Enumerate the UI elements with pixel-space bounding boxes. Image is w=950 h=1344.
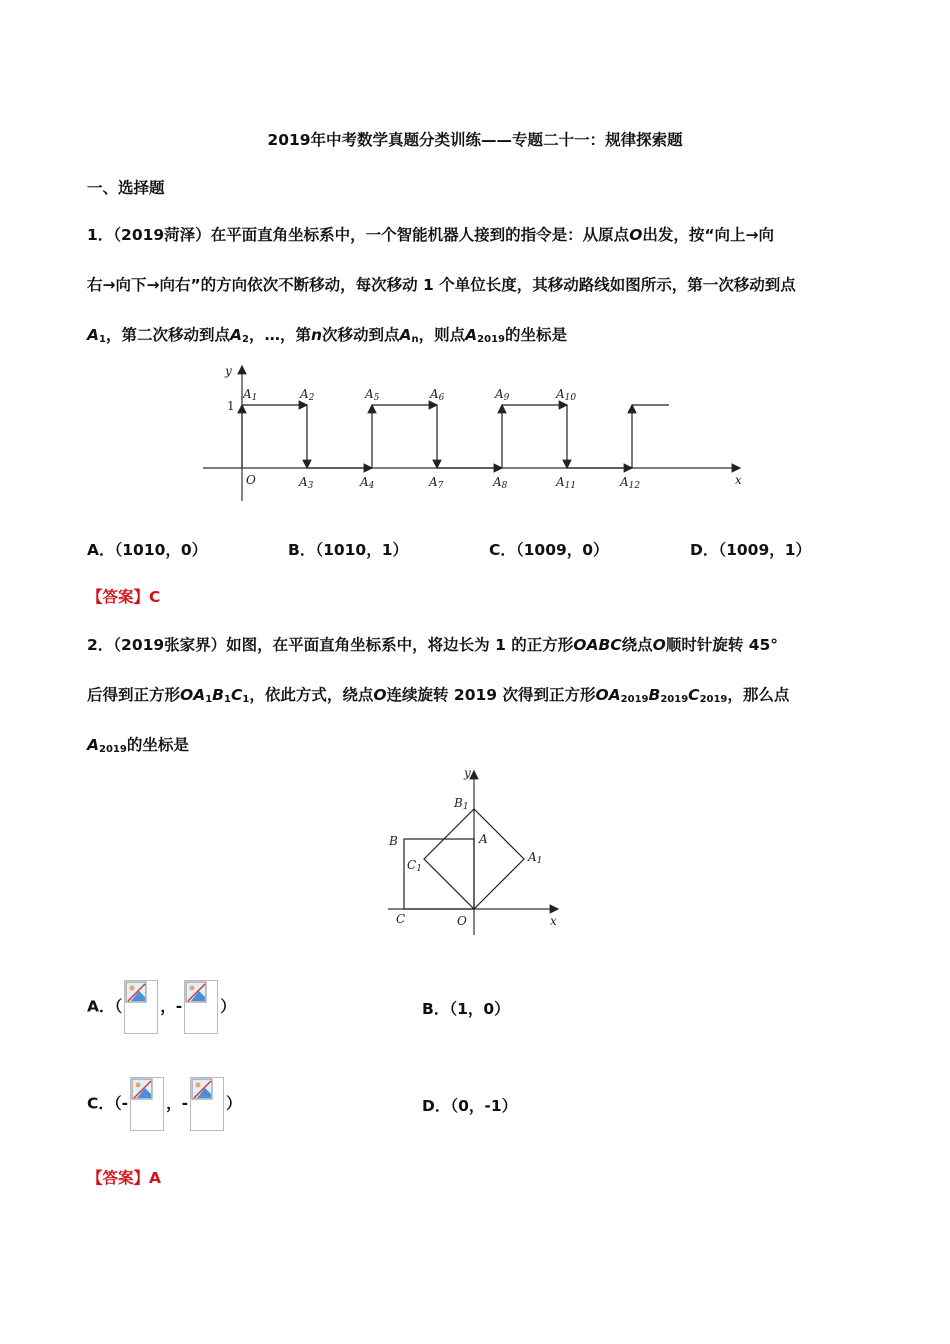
origin-label: O — [246, 473, 256, 487]
q1-line-1 — [87, 223, 774, 245]
y-axis-label: y — [464, 766, 471, 780]
q2-sub: 2019 — [699, 694, 728, 705]
point-label-a10: A10 — [556, 387, 577, 403]
broken-image-icon — [190, 1077, 224, 1131]
q1-text: 的坐标是 — [505, 326, 568, 344]
q2-var: C — [230, 686, 243, 704]
q2-sub: 1 — [205, 694, 213, 705]
q1-var: O — [629, 226, 643, 244]
option-text: ，- — [166, 1094, 188, 1113]
q1-text: 次移动到点 — [322, 326, 400, 344]
q1-option-a: A．（1010，0） — [87, 541, 208, 559]
point-label-c1: C1 — [407, 858, 422, 874]
section-heading: 一、选择题 — [87, 179, 165, 197]
q1-text: 出发，按“向上→向 — [642, 226, 775, 244]
option-text: C．（- — [87, 1094, 129, 1113]
q2-sub: 2019 — [660, 694, 689, 705]
q1-sub: 2019 — [477, 334, 506, 345]
point-label-a: A — [479, 832, 488, 846]
x-axis-label: x — [735, 473, 742, 487]
q2-var: C — [688, 686, 700, 704]
q1-var: A — [399, 326, 412, 344]
q1-text: 1．（2019菏泽）在平面直角坐标系中，一个智能机器人接到的指令是：从原点 — [87, 226, 630, 244]
page-title: 2019年中考数学真题分类训练——专题二十一：规律探索题 — [267, 131, 683, 149]
point-label-a11: A11 — [556, 475, 577, 491]
q2-text: 绕点 — [621, 636, 653, 654]
q1-option-d: D．（1009，1） — [690, 541, 812, 559]
q1-sub: 1 — [99, 334, 106, 345]
q2-option-c — [87, 1077, 242, 1131]
q2-sub: 2019 — [99, 744, 127, 755]
point-label-a2: A2 — [300, 387, 315, 403]
q1-line-3 — [87, 323, 567, 345]
q2-var: B — [212, 686, 224, 704]
q2-text: 后得到正方形 — [87, 686, 181, 704]
q2-var: A — [87, 736, 99, 754]
broken-image-icon — [124, 980, 158, 1034]
point-label-o: O — [457, 914, 467, 928]
q1-text: ，则点 — [418, 326, 466, 344]
q2-text: ，那么点 — [727, 686, 790, 704]
q1-sub: 2 — [241, 334, 249, 345]
q1-var: A — [465, 326, 478, 344]
q1-var: A — [87, 326, 99, 344]
q2-figure — [380, 765, 570, 945]
q1-sub: n — [411, 334, 419, 345]
q2-text: 2．（2019张家界）如图，在平面直角坐标系中，将边长为 1 的正方形 — [87, 636, 574, 654]
q2-option-a — [87, 980, 236, 1034]
point-label-a12: A12 — [620, 475, 641, 491]
q2-sub: 1 — [224, 694, 231, 705]
broken-image-icon — [130, 1077, 164, 1131]
q2-option-d: D．（0，-1） — [422, 1097, 518, 1115]
point-label-a7: A7 — [429, 475, 444, 491]
q1-line-2: 右→向下→向右”的方向依次不断移动，每次移动 1 个单位长度，其移动路线如图所示，第一次移动到点 — [87, 276, 796, 294]
point-label-a3: A3 — [299, 475, 314, 491]
q2-text: ，依此方式，绕点 — [249, 686, 374, 704]
option-text: ） — [226, 1094, 242, 1113]
q1-text: ，…，第 — [248, 326, 311, 344]
point-label-b1: B1 — [454, 796, 469, 812]
q2-var: B — [648, 686, 661, 704]
point-label-b: B — [389, 834, 398, 848]
q2-var: O — [373, 686, 387, 704]
q2-text: 连续旋转 2019 次得到正方形 — [386, 686, 596, 704]
point-label-c: C — [396, 912, 406, 926]
q2-var: O — [652, 636, 666, 654]
q2-text: 的坐标是 — [126, 736, 189, 754]
q1-var: A — [229, 326, 242, 344]
q2-sub: 1 — [242, 694, 250, 705]
q1-figure — [195, 358, 755, 508]
q1-option-b: B．（1010，1） — [288, 541, 408, 559]
q2-sub: 2019 — [620, 694, 649, 705]
point-label-a5: A5 — [365, 387, 380, 403]
x-axis-label: x — [550, 914, 557, 928]
q2-option-b: B．（1，0） — [422, 1000, 510, 1018]
q2-var: OA — [180, 686, 206, 704]
broken-image-icon — [184, 980, 218, 1034]
q1-option-c: C．（1009，0） — [489, 541, 609, 559]
point-label-a9: A9 — [495, 387, 510, 403]
point-label-a1: A1 — [528, 850, 543, 866]
tick-label-1: 1 — [227, 399, 235, 413]
point-label-a6: A6 — [430, 387, 445, 403]
option-text: ） — [220, 997, 236, 1016]
option-text: ，- — [160, 997, 183, 1016]
point-label-a8: A8 — [493, 475, 508, 491]
y-axis-label: y — [225, 364, 232, 378]
point-label-a4: A4 — [360, 475, 375, 491]
q1-var: n — [310, 326, 323, 344]
q2-var: OABC — [573, 636, 622, 654]
q2-answer: 【答案】A — [87, 1169, 161, 1187]
q2-line-1 — [87, 633, 778, 655]
q2-line-2 — [87, 683, 789, 705]
q2-line-3 — [87, 733, 189, 755]
q2-var: OA — [595, 686, 621, 704]
q2-text: 顺时针旋转 45° — [665, 636, 779, 654]
q1-answer: 【答案】C — [87, 588, 161, 606]
point-label-a1: A1 — [243, 387, 258, 403]
option-text: A．（ — [87, 997, 123, 1016]
q1-text: ，第二次移动到点 — [105, 326, 230, 344]
